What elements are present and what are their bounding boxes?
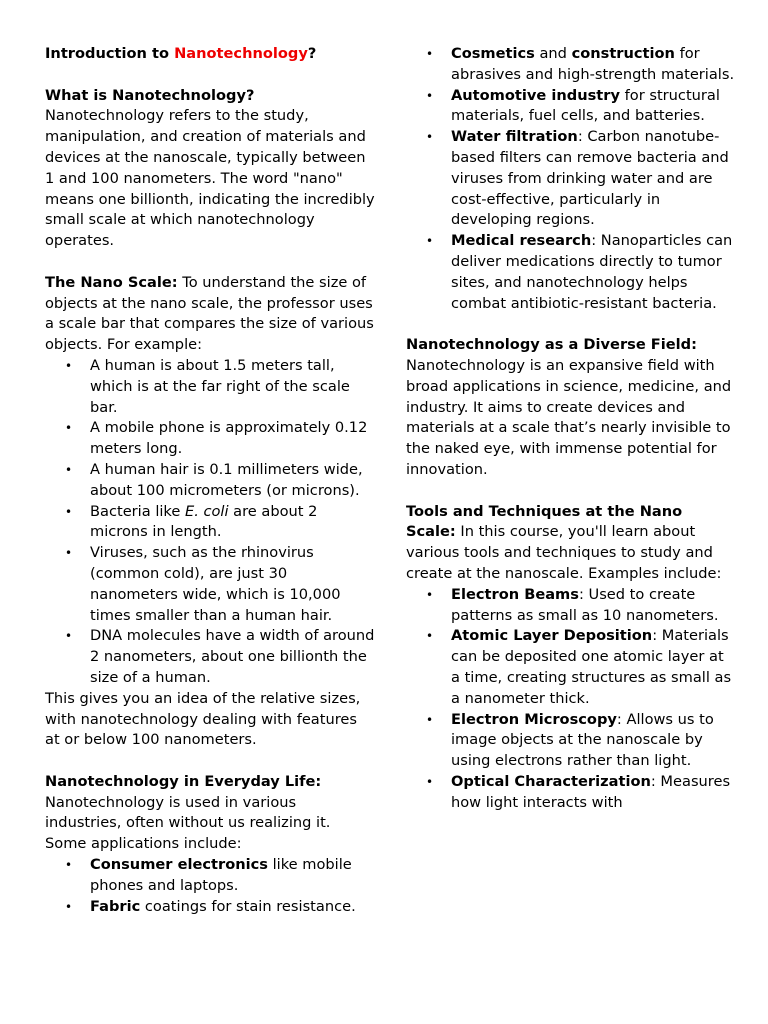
nano-scale-heading: The Nano Scale:	[45, 273, 178, 291]
list-item: • Optical Characterization: Measures how light interacts with	[406, 772, 736, 814]
diverse-heading: Nanotechnology as a Diverse Field:	[406, 336, 697, 354]
what-heading: What is Nanotechnology?	[45, 86, 255, 104]
left-column	[45, 44, 375, 917]
everyday-heading: Nanotechnology in Everyday Life:	[45, 772, 322, 790]
nano-scale-paragraph: The Nano Scale: To understand the size of objects at the nano scale, the professor uses a scale bar that compares the size of various objects. For example:	[45, 273, 374, 354]
list-item: • A human hair is 0.1 millimeters wide, about 100 micrometers (or microns).	[45, 460, 375, 502]
list-item: • Electron Beams: Used to create patterns as small as 10 nanometers.	[406, 585, 736, 627]
scale-summary: This gives you an idea of the relative sizes, with nanotechnology dealing with features at or below 100 nanometers.	[45, 689, 361, 749]
list-item: • A mobile phone is approximately 0.12 meters long.	[45, 418, 375, 460]
diverse-body: Nanotechnology is an expansive field with broad applications in science, medicine, and industry. It aims to create devices and materials at a scale that’s nearly invisible to the naked eye, with immense potential for innovation.	[406, 356, 732, 478]
list-item: • A human is about 1.5 meters tall, which is at the far right of the scale bar.	[45, 356, 375, 418]
what-body: Nanotechnology refers to the study, manipulation, and creation of materials and devices at the nanoscale, typically between 1 and 100 nanometers. The word "nano" means one billionth, indicating the incredibly small scale at which nanotechnology operates.	[45, 107, 375, 250]
list-item: • Cosmetics and construction for abrasives and high-strength materials.	[406, 44, 736, 86]
tools-heading: Tools and Techniques at the Nano Scale:	[406, 502, 683, 541]
list-item: • Atomic Layer Deposition: Materials can be deposited one atomic layer at a time, creating structures as small as a nanometer thick.	[406, 626, 736, 709]
list-item: • Automotive industry for structural materials, fuel cells, and batteries.	[406, 86, 736, 128]
everyday-list	[45, 855, 375, 917]
list-item: • Fabric coatings for stain resistance.	[45, 897, 375, 918]
tools-paragraph: Tools and Techniques at the Nano Scale: In this course, you'll learn about various tools and techniques to study and create at the nanoscale. Examples include:	[406, 502, 722, 582]
list-item: • Viruses, such as the rhinovirus (common cold), are just 30 nanometers wide, which is 10,000 times smaller than a human hair.	[45, 543, 375, 626]
document-title: Introduction to Nanotechnology?	[45, 45, 317, 62]
list-item: • Bacteria like E. coli are about 2 microns in length.	[45, 502, 375, 544]
scale-list	[45, 356, 375, 689]
everyday-body: Nanotechnology is used in various industries, often without us realizing it. Some applications include:	[45, 793, 331, 853]
list-item: • Medical research: Nanoparticles can deliver medications directly to tumor sites, and nanotechnology helps combat antibiotic-resistant bacteria.	[406, 231, 736, 314]
applications-list	[406, 44, 736, 314]
list-item: • Electron Microscopy: Allows us to image objects at the nanoscale by using electrons rather than light.	[406, 710, 736, 772]
tools-list	[406, 585, 736, 814]
title-highlight: Nanotechnology	[174, 45, 308, 62]
list-item: • DNA molecules have a width of around 2 nanometers, about one billionth the size of a human.	[45, 626, 375, 688]
list-item: • Water filtration: Carbon nanotube-based filters can remove bacteria and viruses from drinking water and are cost-effective, particularly in developing regions.	[406, 127, 736, 231]
right-column	[406, 44, 736, 813]
list-item: • Consumer electronics like mobile phones and laptops.	[45, 855, 375, 897]
